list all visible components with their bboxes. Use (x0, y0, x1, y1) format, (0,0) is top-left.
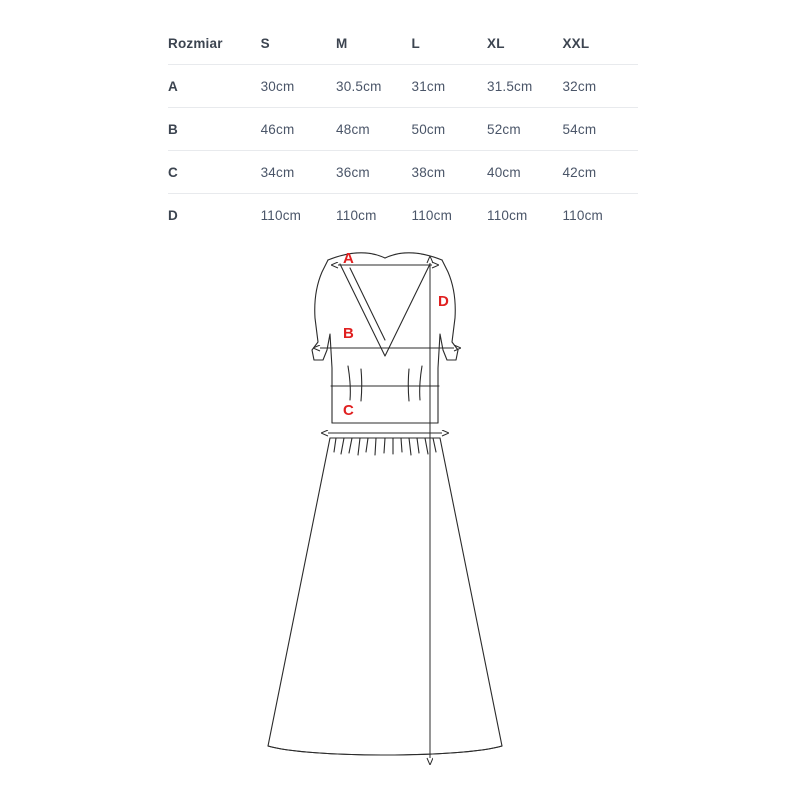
table-row (168, 65, 638, 108)
cell-b-s: 46cm (260, 121, 295, 137)
cell-a-xxl: 32cm (562, 78, 597, 94)
cell-d-l: 110cm (411, 207, 453, 223)
dress-diagram (230, 238, 600, 783)
cell-d-xxl: 110cm (562, 207, 603, 223)
header-size-xxl: XXL (562, 35, 590, 51)
cell-a-xl: 31.5cm (486, 78, 533, 94)
cell-a-m: 30.5cm (336, 78, 382, 94)
cell-b-xl: 52cm (486, 121, 521, 137)
cell-b-l: 50cm (411, 121, 446, 137)
cell-d-xl: 110cm (486, 207, 528, 223)
header-rozmiar: Rozmiar (168, 35, 223, 51)
header-size-s: S (260, 35, 270, 51)
header-size-xl: XL (486, 35, 505, 51)
diagram-label-b: B (343, 325, 354, 342)
table-header-row (168, 22, 638, 65)
table-row (168, 194, 638, 237)
row-label-c: C (168, 164, 178, 180)
size-table-head (168, 22, 638, 65)
cell-b-m: 48cm (336, 121, 370, 137)
row-label-b: B (168, 121, 178, 137)
cell-d-s: 110cm (260, 207, 302, 223)
diagram-label-a: A (343, 250, 354, 267)
cell-c-xl: 40cm (486, 164, 521, 180)
table-row (168, 151, 638, 194)
cell-d-m: 110cm (336, 207, 377, 223)
row-label-d: D (168, 207, 178, 223)
cell-c-l: 38cm (411, 164, 446, 180)
cell-a-l: 31cm (411, 78, 446, 94)
garment-outline (268, 253, 502, 755)
diagram-label-d: D (438, 293, 449, 310)
size-table-body (168, 65, 638, 237)
cell-c-xxl: 42cm (562, 164, 597, 180)
cell-a-s: 30cm (260, 78, 295, 94)
header-size-l: L (411, 35, 420, 51)
dress-diagram-svg (230, 238, 600, 783)
cell-c-s: 34cm (260, 164, 295, 180)
table-row (168, 108, 638, 151)
size-table (168, 22, 638, 236)
row-label-a: A (168, 78, 178, 94)
header-size-m: M (336, 35, 348, 51)
diagram-label-c: C (343, 402, 354, 419)
cell-c-m: 36cm (336, 164, 370, 180)
cell-b-xxl: 54cm (562, 121, 597, 137)
measurement-arrows (320, 263, 454, 758)
